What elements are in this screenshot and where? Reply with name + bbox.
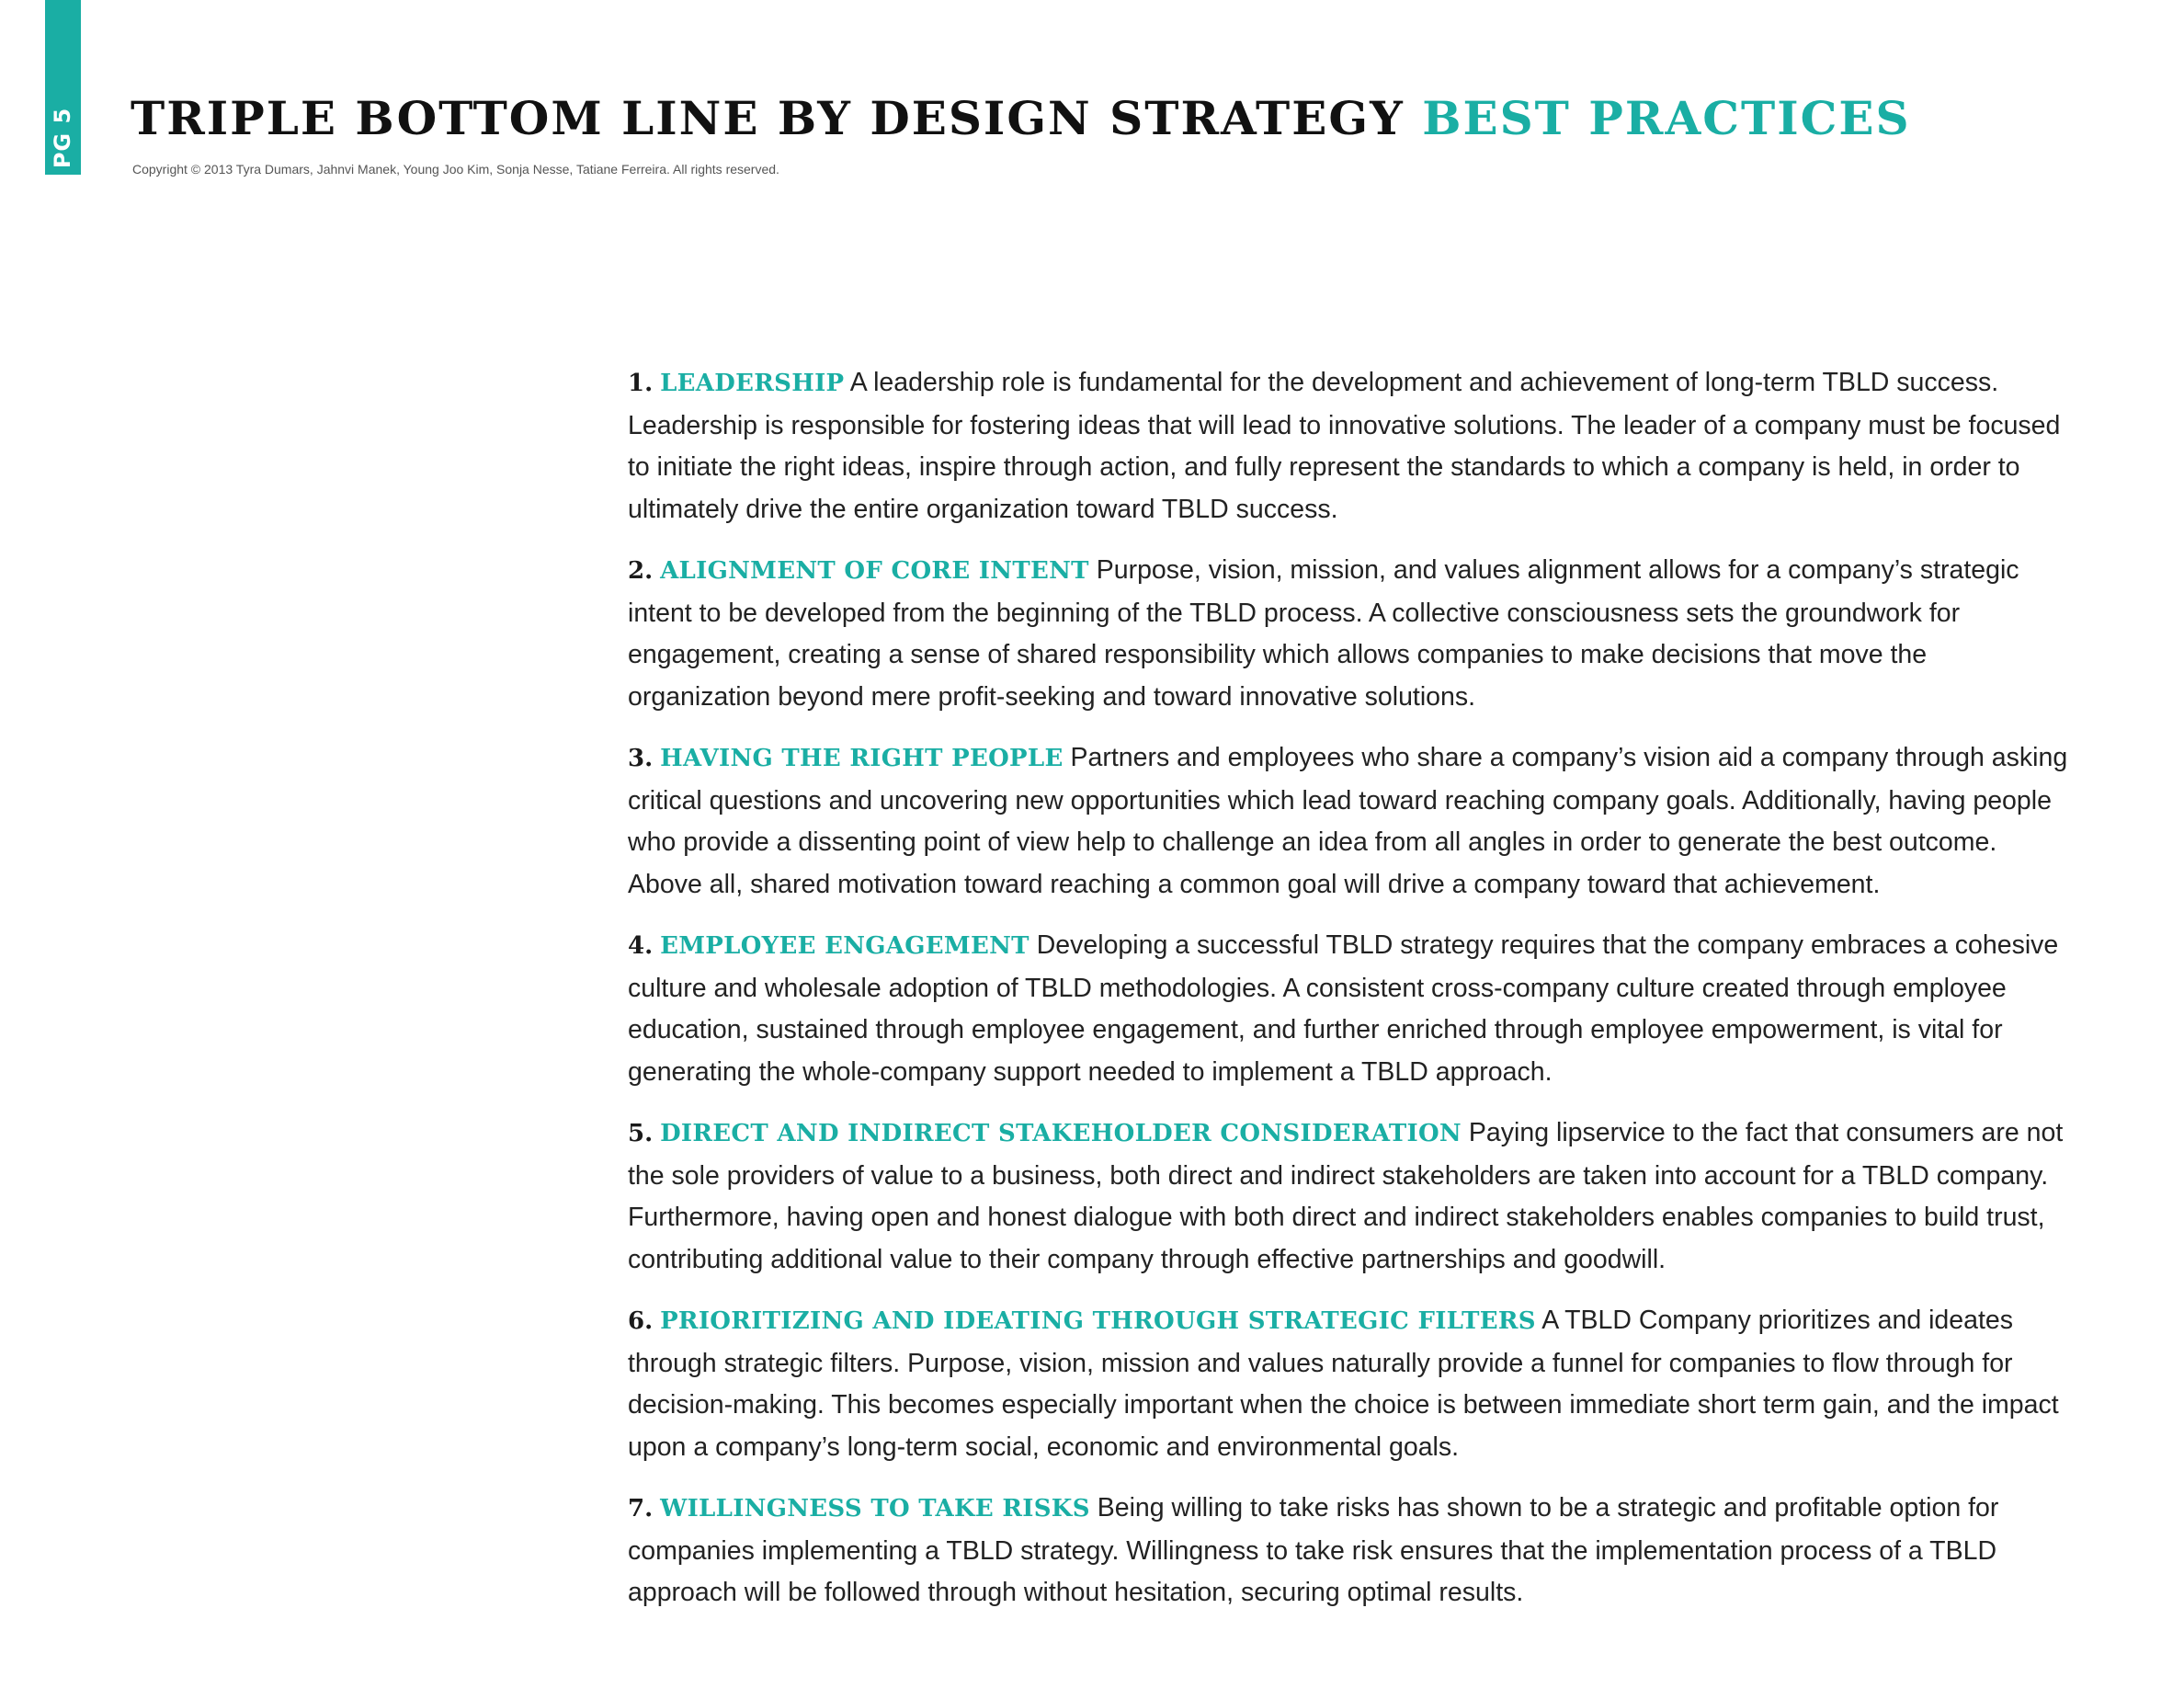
practice-heading: HAVING THE RIGHT PEOPLE [660,745,1064,772]
practice-body: A leadership role is fundamental for the development and achievement of long-term TBLD success. Leadership is responsible for fostering ideas that will lead to innovative solutions. The leader of a company must be focused to initiate the right ideas, inspire through action, and fully represent the standards to which a company is held, in order to ultimately drive the entire organization toward TBLD success. [628,368,2061,524]
practice-number: 6. [628,1307,654,1335]
title-main: TRIPLE BOTTOM LINE BY DESIGN STRATEGY [131,91,1405,145]
practice-number: 3. [628,745,654,772]
practice-item-alignment-of-core-intent [628,550,2076,718]
practice-number: 2. [628,557,654,585]
practice-body: Being willing to take risks has shown to be a strategic and profitable option for companies implementing a TBLD strategy. Willingness to take risk ensures that the implementation process of a TBLD approach will be followed through without hesitation, securing optimal results. [628,1493,1999,1607]
practice-item-willingness-to-take-risks [628,1488,2076,1614]
practice-number: 7. [628,1495,654,1523]
practice-body: Partners and employees who share a company’s vision aid a company through asking critical questions and uncovering new opportunities which lead toward reaching company goals. Additionally, having people who provide a dissenting point of view help to challenge an idea from all angles in order to generate the best outcome. Above all, shared motivation toward reaching a common goal will drive a company toward that achievement. [628,743,2068,899]
practice-heading: DIRECT AND INDIRECT STAKEHOLDER CONSIDERATION [660,1120,1462,1147]
practice-heading: LEADERSHIP [660,370,845,397]
practice-item-leadership [628,362,2076,530]
practice-item-employee-engagement [628,925,2076,1093]
practice-heading: EMPLOYEE ENGAGEMENT [660,932,1029,960]
practice-number: 5. [628,1120,654,1147]
best-practices-list [628,362,2076,1634]
practice-item-having-the-right-people [628,737,2076,906]
practice-heading: ALIGNMENT OF CORE INTENT [660,557,1089,585]
practice-number: 4. [628,932,654,960]
practice-item-stakeholder-consideration [628,1112,2076,1281]
page-number: PG 5 [50,107,76,169]
title-accent: BEST PRACTICES [1422,91,1911,145]
copyright-notice: Copyright © 2013 Tyra Dumars, Jahnvi Manek, Young Joo Kim, Sonja Nesse, Tatiane Ferreira. All rights reserved. [132,162,779,177]
practice-heading: WILLINGNESS TO TAKE RISKS [660,1495,1090,1523]
practice-number: 1. [628,370,654,397]
page-number-label-wrap [45,101,81,175]
page-tab [45,0,81,175]
practice-body: Paying lipservice to the fact that consumers are not the sole providers of value to a business, both direct and indirect stakeholders are taken into account for a TBLD company. Furthermore, having open and honest dialogue with both direct and indirect stakeholders enables companies to build trust, contributing additional value to their company through effective partnerships and goodwill. [628,1118,2064,1274]
page-title [131,91,1911,145]
practice-body: A TBLD Company prioritizes and ideates through strategic filters. Purpose, vision, mission and values naturally provide a funnel for companies to flow through for decision-making. This becomes especially important when the choice is between immediate short term gain, and the impact upon a company’s long-term social, economic and environmental goals. [628,1306,2059,1462]
practice-item-strategic-filters [628,1300,2076,1468]
practice-body: Purpose, vision, mission, and values alignment allows for a company’s strategic intent to be developed from the beginning of the TBLD process. A collective consciousness sets the groundwork for engagement, creating a sense of shared responsibility which allows companies to make decisions that move the organization beyond mere profit-seeking and toward innovative solutions. [628,555,2019,712]
practice-body: Developing a successful TBLD strategy requires that the company embraces a cohesive culture and wholesale adoption of TBLD methodologies. A consistent cross-company culture created through employee education, sustained through employee engagement, and further enriched through employee empowerment, is vital for generating the whole-company support needed to implement a TBLD approach. [628,930,2059,1087]
practice-heading: PRIORITIZING AND IDEATING THROUGH STRATEGIC FILTERS [660,1307,1536,1335]
